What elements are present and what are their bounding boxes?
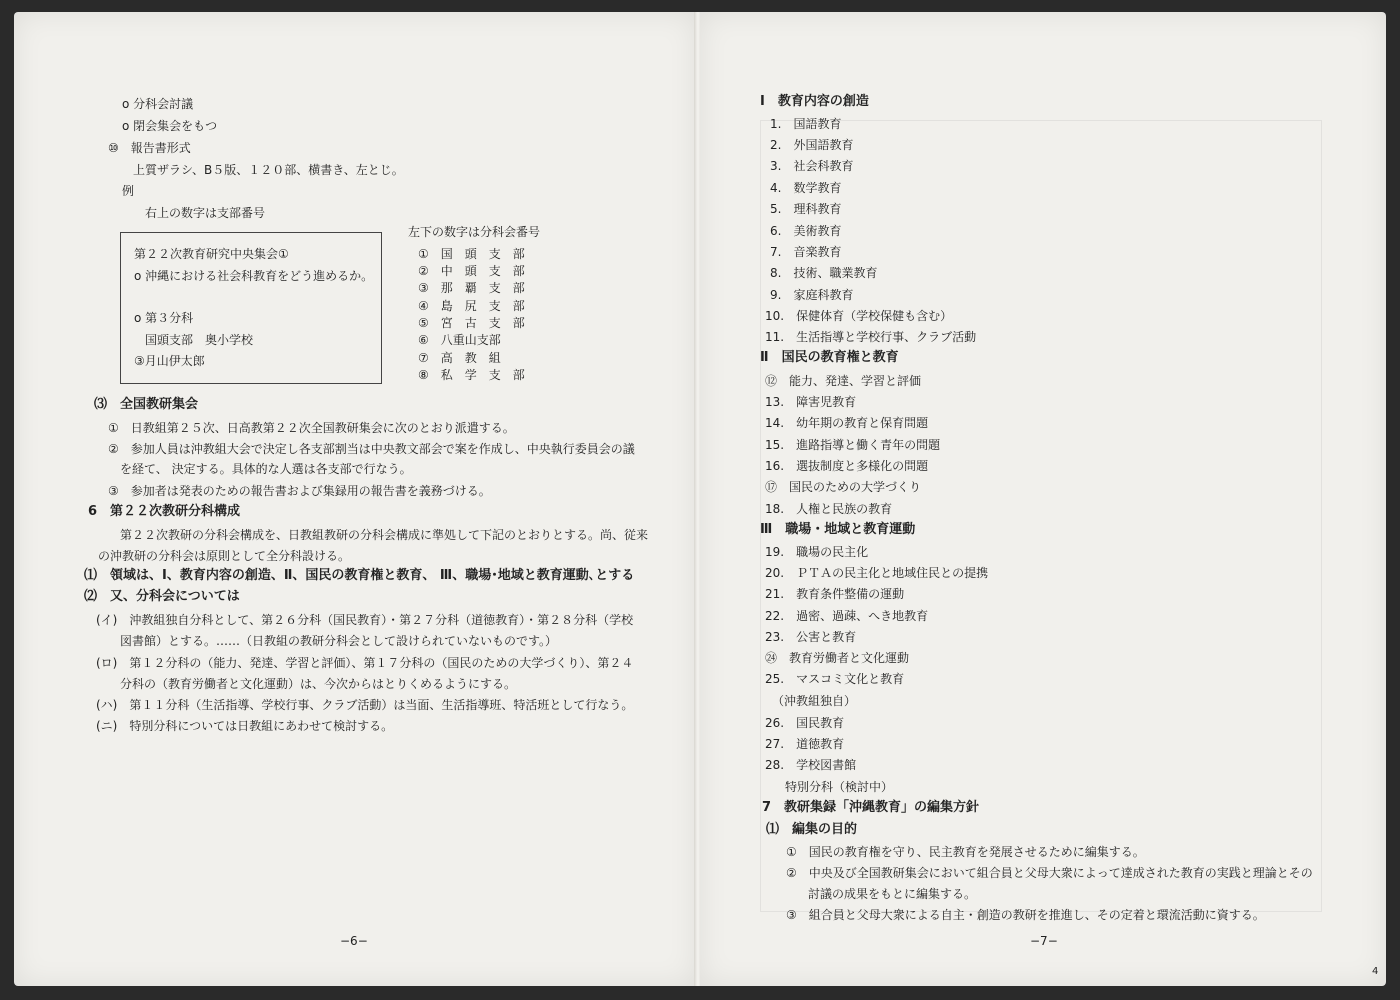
list-item: 7. 音楽教育 <box>770 245 842 259</box>
branch-item: ⑥ 八重山支部 <box>418 333 501 347</box>
branch-item: ③ 那 覇 支 部 <box>418 281 525 295</box>
section-heading: Ⅲ 職場・地域と教育運動 <box>760 522 916 537</box>
paragraph-line: を経て、 決定する。具体的な人選は各支部で行なう。 <box>120 462 412 476</box>
section-heading: ⑶ 全国教研集会 <box>94 397 199 412</box>
paragraph-line: ② 中央及び全国教研集会において組合員と父母大衆によって達成された教育の実践と理論とその <box>786 866 1313 880</box>
box-line: 第２２次教育研究中央集会① <box>134 247 289 261</box>
subsection-label: （沖教組独自） <box>772 694 857 708</box>
list-item: 10. 保健体育（学校保健も含む） <box>765 309 953 323</box>
list-item: 16. 選抜制度と多様化の問題 <box>765 459 929 473</box>
list-item: 13. 障害児教育 <box>765 395 857 409</box>
list-item: 11. 生活指導と学校行事、クラブ活動 <box>765 330 977 344</box>
list-item: 28. 学校図書館 <box>765 758 857 772</box>
list-item: ⑩ 報告書形式 <box>108 141 191 155</box>
list-item: 6. 美術教育 <box>770 224 842 238</box>
branch-item: ② 中 頭 支 部 <box>418 264 525 278</box>
paragraph-line: (ロ) 第１２分科の（能力、発達、学習と評価）、第１７分科の（国民のための大学づくり）、第２４ <box>96 656 634 670</box>
list-item: 18. 人権と民族の教育 <box>765 502 893 516</box>
paragraph-line: ① 国民の教育権を守り、民主教育を発展させるために編集する。 <box>786 845 1145 859</box>
paragraph-line: 図書館）とする。……（日教組の教研分科会として設けられていないものです。） <box>120 634 558 648</box>
paragraph-line: (ニ) 特別分科については日教組にあわせて検討する。 <box>96 719 394 733</box>
list-item: 25. マスコミ文化と教育 <box>765 672 905 686</box>
section-heading: Ⅱ 国民の教育権と教育 <box>760 350 899 365</box>
list-item: 21. 教育条件整備の運動 <box>765 587 905 601</box>
left-page <box>14 12 696 986</box>
paragraph-line: ⑵ 又、分科会については <box>84 589 240 604</box>
branch-item: ① 国 頭 支 部 <box>418 247 525 261</box>
list-item: ⑰ 国民のための大学づくり <box>765 480 922 494</box>
section-heading: 7 教研集録「沖縄教育」の編集方針 <box>762 800 980 815</box>
list-item: 5. 理科教育 <box>770 202 842 216</box>
list-item: ⑫ 能力、発達、学習と評価 <box>765 374 922 388</box>
list-item: 14. 幼年期の教育と保育問題 <box>765 416 929 430</box>
list-item: o 閉会集会をもつ <box>122 119 218 133</box>
list-item: 23. 公害と教育 <box>765 630 857 644</box>
list-item: 9. 家庭科教育 <box>770 288 854 302</box>
paragraph-line: 分科の（教育労働者と文化運動）は、今次からはとりくめるようにする。 <box>120 677 517 691</box>
paragraph-line: ② 参加人員は沖教組大会で決定し各支部割当は中央教文部会で案を作成し、中央執行委員会の議 <box>108 442 635 456</box>
branch-item: ⑦ 高 教 組 <box>418 351 501 365</box>
list-item: 26. 国民教育 <box>765 716 845 730</box>
list-item: 上質ザラシ、B５版、１２０部、横書き、左とじ。 <box>133 163 404 177</box>
paragraph-line: 討議の成果をもとに編集する。 <box>808 887 977 901</box>
list-item: 3. 社会科教育 <box>770 159 854 173</box>
list-item: 19. 職場の民主化 <box>765 545 869 559</box>
page-number: −7− <box>1030 934 1058 948</box>
list-item: 8. 技術、職業教育 <box>770 266 878 280</box>
list-item: o 分科会討議 <box>122 97 194 111</box>
branch-item: ⑤ 宮 古 支 部 <box>418 316 525 330</box>
list-item: 2. 外国語教育 <box>770 138 854 152</box>
note-text: 左下の数字は分科会番号 <box>408 225 541 239</box>
section-heading: 6 第２２次教研分科構成 <box>88 504 241 519</box>
paragraph-line: の沖教研の分科会は原則として全分科設ける。 <box>98 549 351 563</box>
paragraph-line: 第２２次教研の分科会構成を、日教組教研の分科会構成に準処して下記のとおりとする。尚、従来 <box>120 528 649 542</box>
page-number: −6− <box>340 934 368 948</box>
list-item: 15. 進路指導と働く青年の問題 <box>765 438 941 452</box>
paragraph-line: ① 日教組第２５次、日高教第２２次全国教研集会に次のとおり派遣する。 <box>108 421 515 435</box>
list-item: ㉔ 教育労働者と文化運動 <box>765 651 910 665</box>
subsection-heading: ⑴ 編集の目的 <box>766 822 858 837</box>
paragraph-line: (ハ) 第１１分科（生活指導、学校行事、クラブ活動）は当面、生活指導班、特活班として行なう。 <box>96 698 634 712</box>
list-item: 22. 過密、過疎、へき地教育 <box>765 609 929 623</box>
example-label: 例 <box>122 184 135 198</box>
box-line: 国頭支部 奥小学校 <box>145 333 254 347</box>
paragraph-line: ③ 組合員と父母大衆による自主・創造の教研を推進し、その定着と環流活動に資する。 <box>786 908 1265 922</box>
paragraph-line: ⑴ 領域は、Ⅰ、教育内容の創造、Ⅱ、国民の教育権と教育、 Ⅲ、職場･地域と教育運動､とする <box>84 568 635 583</box>
branch-item: ⑧ 私 学 支 部 <box>418 368 525 382</box>
box-line: o 第３分科 <box>134 311 194 325</box>
corner-mark: 4 <box>1372 966 1379 977</box>
list-item: 1. 国語教育 <box>770 117 842 131</box>
box-line: ③月山伊太郎 <box>134 354 205 368</box>
branch-item: ④ 島 尻 支 部 <box>418 299 525 313</box>
box-line: o 沖縄における社会科教育をどう進めるか。 <box>134 269 374 283</box>
list-item: 特別分科（検討中） <box>785 780 894 794</box>
section-heading: Ⅰ 教育内容の創造 <box>760 94 869 109</box>
paragraph-line: ③ 参加者は発表のための報告書および集録用の報告書を義務づける。 <box>108 484 491 498</box>
list-item: 27. 道徳教育 <box>765 737 845 751</box>
list-item: 4. 数学教育 <box>770 181 842 195</box>
paragraph-line: (イ) 沖教組独自分科として、第２６分科（国民教育）・第２７分科（道徳教育）・第２８分科（学校 <box>96 613 634 627</box>
note-text: 右上の数字は支部番号 <box>145 206 266 220</box>
list-item: 20. ＰＴＡの民主化と地域住民との提携 <box>765 566 989 580</box>
